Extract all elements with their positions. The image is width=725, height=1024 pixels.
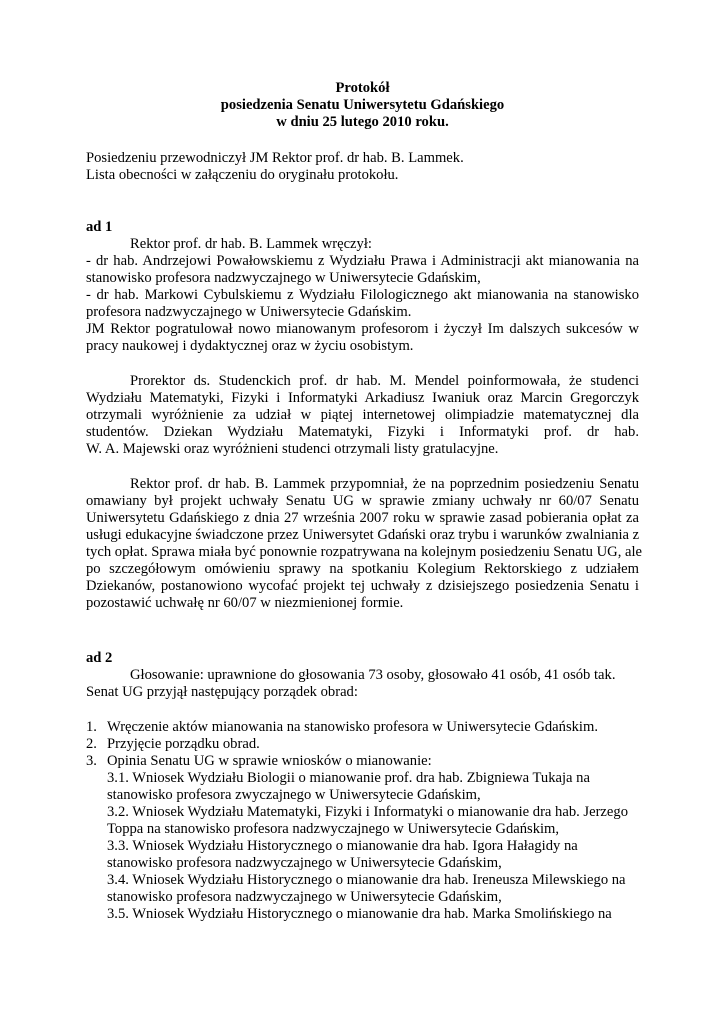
list-item-number: 1. — [86, 719, 97, 735]
sub-list-item: 3.2. Wniosek Wydziału Matematyki, Fizyki i Informatyki o mianowanie dra hab. Jerzego — [107, 804, 628, 820]
paragraph-line: - dr hab. Markowi Cybulskiemu z Wydziału Filologicznego akt mianowania na stanowisko — [86, 287, 639, 303]
document-date: w dniu 25 lutego 2010 roku. — [276, 114, 449, 130]
sub-list-item: 3.1. Wniosek Wydziału Biologii o mianowanie prof. dra hab. Zbigniewa Tukaja na — [107, 770, 590, 786]
sub-list-item: stanowisko profesora nadzwyczajnego w Uniwersytecie Gdańskim, — [107, 855, 502, 871]
paragraph-line: W. A. Majewski oraz wyróżnieni studenci otrzymali listy gratulacyjne. — [86, 441, 499, 457]
attendance-line: Lista obecności w załączeniu do oryginału protokołu. — [86, 167, 399, 183]
section-heading-ad2: ad 2 — [86, 650, 113, 666]
chair-line: Posiedzeniu przewodniczył JM Rektor prof. dr hab. B. Lammek. — [86, 150, 464, 166]
paragraph-line: tych opłat. Sprawa miała być ponownie rozpatrywana na kolejnym posiedzeniu Senatu UG, ale — [86, 544, 643, 560]
paragraph-line: JM Rektor pogratulował nowo mianowanym profesorom i życzył Im dalszych sukcesów w — [86, 321, 639, 337]
list-item: Opinia Senatu UG w sprawie wniosków o mianowanie: — [107, 753, 432, 769]
list-item: Wręczenie aktów mianowania na stanowisko profesora w Uniwersytecie Gdańskim. — [107, 719, 598, 735]
sub-list-item: Toppa na stanowisko profesora nadzwyczajnego w Uniwersytecie Gdańskim, — [107, 821, 560, 837]
sub-list-item: 3.4. Wniosek Wydziału Historycznego o mianowanie dra hab. Ireneusza Milewskiego na — [107, 872, 626, 888]
sub-list-item: stanowisko profesora zwyczajnego w Uniwersytecie Gdańskim, — [107, 787, 481, 803]
paragraph-line: studentów. Dziekan Wydziału Matematyki, Fizyki i Informatyki prof. dr hab. — [86, 424, 639, 440]
list-item-number: 2. — [86, 736, 97, 752]
paragraph-line: pracy naukowej i dydaktycznej oraz w życiu osobistym. — [86, 338, 414, 354]
paragraph-line: profesora nadzwyczajnego w Uniwersytecie Gdańskim. — [86, 304, 412, 320]
sub-list-item: 3.3. Wniosek Wydziału Historycznego o mianowanie dra hab. Igora Hałagidy na — [107, 838, 578, 854]
paragraph-line: pozostawić uchwałę nr 60/07 w niezmienionej formie. — [86, 595, 404, 611]
vote-line: Głosowanie: uprawnione do głosowania 73 osoby, głosowało 41 osób, 41 osób tak. — [130, 667, 616, 683]
paragraph-line: Wydziału Matematyki, Fizyki i Informatyki Arkadiusz Iwaniuk oraz Marcin Gregorczyk — [86, 390, 639, 406]
document-title: Protokół — [335, 80, 390, 96]
paragraph-line: po szczegółowym omówieniu sprawy na spotkaniu Kolegium Rektorskiego z udziałem — [86, 561, 639, 577]
sub-list-item: stanowisko profesora nadzwyczajnego w Uniwersytecie Gdańskim, — [107, 889, 502, 905]
paragraph-line: usługi edukacyjne świadczone przez Uniwersytet Gdański oraz trybu i warunków zwalniania z — [86, 527, 640, 543]
paragraph-line: omawiany był projekt uchwały Senatu UG w sprawie zmiany uchwały nr 60/07 Senatu — [86, 493, 639, 509]
paragraph-line: Dziekanów, postanowiono wycofać projekt tej uchwały z dzisiejszego posiedzenia Senatu i — [86, 578, 639, 594]
paragraph-line: Rektor prof. dr hab. B. Lammek wręczył: — [130, 236, 372, 252]
section-heading-ad1: ad 1 — [86, 219, 113, 235]
paragraph-line: otrzymali wyróżnienie za udział w piątej internetowej olimpiadzie matematycznej dla — [86, 407, 639, 423]
sub-list-item: 3.5. Wniosek Wydziału Historycznego o mianowanie dra hab. Marka Smolińskiego na — [107, 906, 612, 922]
paragraph-line: stanowisko profesora nadzwyczajnego w Uniwersytecie Gdańskim, — [86, 270, 481, 286]
agenda-intro: Senat UG przyjął następujący porządek obrad: — [86, 684, 358, 700]
paragraph-line: - dr hab. Andrzejowi Powałowskiemu z Wydziału Prawa i Administracji akt mianowania na — [86, 253, 639, 269]
list-item-number: 3. — [86, 753, 97, 769]
paragraph-line: Prorektor ds. Studenckich prof. dr hab. M. Mendel poinformowała, że studenci — [130, 373, 639, 389]
paragraph-line: Rektor prof. dr hab. B. Lammek przypomniał, że na poprzednim posiedzeniu Senatu — [130, 476, 639, 492]
document-subtitle: posiedzenia Senatu Uniwersytetu Gdańskiego — [220, 97, 505, 113]
paragraph-line: Uniwersytetu Gdańskiego z dnia 27 września 2007 roku w sprawie zasad pobierania opłat za — [86, 510, 639, 526]
list-item: Przyjęcie porządku obrad. — [107, 736, 260, 752]
